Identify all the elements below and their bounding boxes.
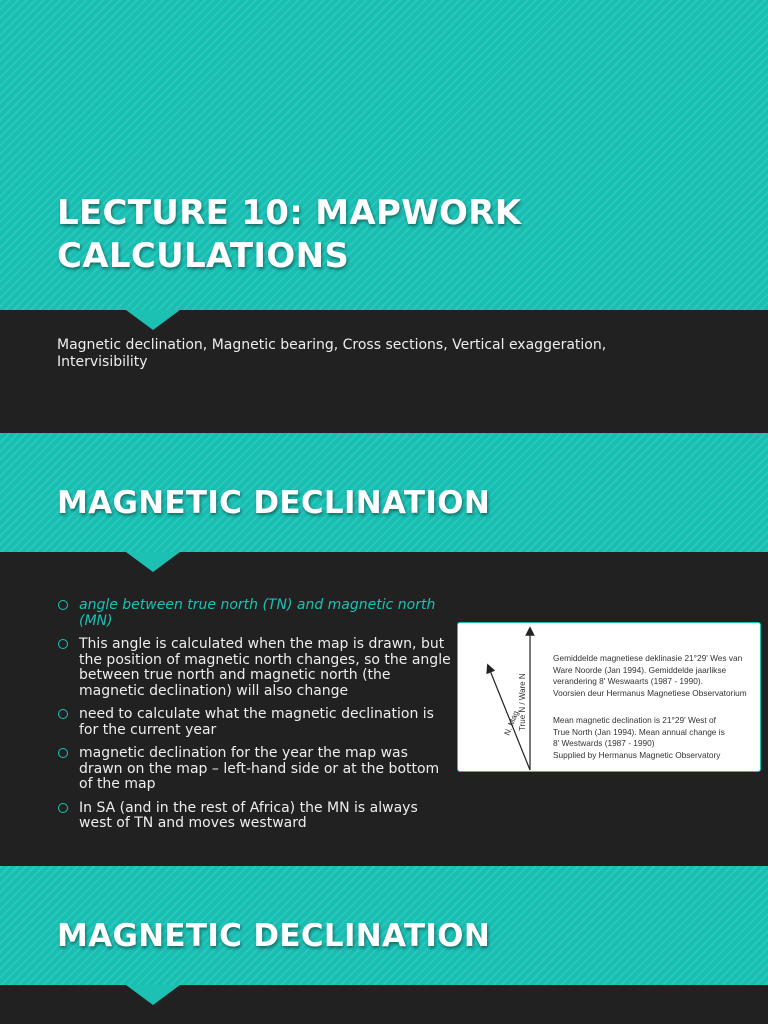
afrikaans-caption: Gemiddelde magnetiese deklinasie 21°29' Wes van Ware Noorde (Jan 1994). Gemiddelde jaarlikse verandering 8' Weswaarts (1987 - 1990). Voorsien deur Hermanus Magnetiese Observatorium <box>553 653 747 698</box>
slide2-bullet-list <box>57 598 452 840</box>
slide3-notch <box>126 985 180 1005</box>
bullet-circle-icon <box>58 803 68 813</box>
bullet-circle-icon <box>58 709 68 719</box>
true-north-label: True N / Ware N <box>518 673 527 731</box>
bullet-item: magnetic declination for the year the map was drawn on the map – left-hand side or at the bottom of the map <box>57 746 452 793</box>
english-caption: Mean magnetic declination is 21°29' West of True North (Jan 1994). Mean annual change is 8' Westwards (1987 - 1990) Supplied by Hermanus Magnetic Observatory <box>553 715 725 760</box>
slide2-title: MAGNETIC DECLINATION <box>57 485 491 521</box>
slide1-subtitle: Magnetic declination, Magnetic bearing, Cross sections, Vertical exaggeration, Intervisibility <box>57 337 607 370</box>
bullet-item: need to calculate what the magnetic declination is for the current year <box>57 707 452 738</box>
bullet-circle-icon <box>58 639 68 649</box>
magnetic-north-label: N. Mag. <box>502 707 522 737</box>
slide2-notch <box>126 552 180 572</box>
declination-diagram <box>457 622 761 772</box>
slide1-title: LECTURE 10: MAPWORK CALCULATIONS <box>57 193 522 276</box>
slide1-notch <box>126 310 180 330</box>
bullet-item: In SA (and in the rest of Africa) the MN is always west of TN and moves westward <box>57 801 452 832</box>
slide3-body <box>0 985 768 1024</box>
bullet-circle-icon <box>58 748 68 758</box>
bullet-item: This angle is calculated when the map is drawn, but the position of magnetic north changes, so the angle between true north and magnetic north (the magnetic declination) will also change <box>57 637 452 699</box>
slide1-body <box>0 310 768 433</box>
bullet-circle-icon <box>58 600 68 610</box>
bullet-item: angle between true north (TN) and magnetic north (MN) <box>57 598 452 629</box>
slide3-title: MAGNETIC DECLINATION <box>57 918 491 954</box>
